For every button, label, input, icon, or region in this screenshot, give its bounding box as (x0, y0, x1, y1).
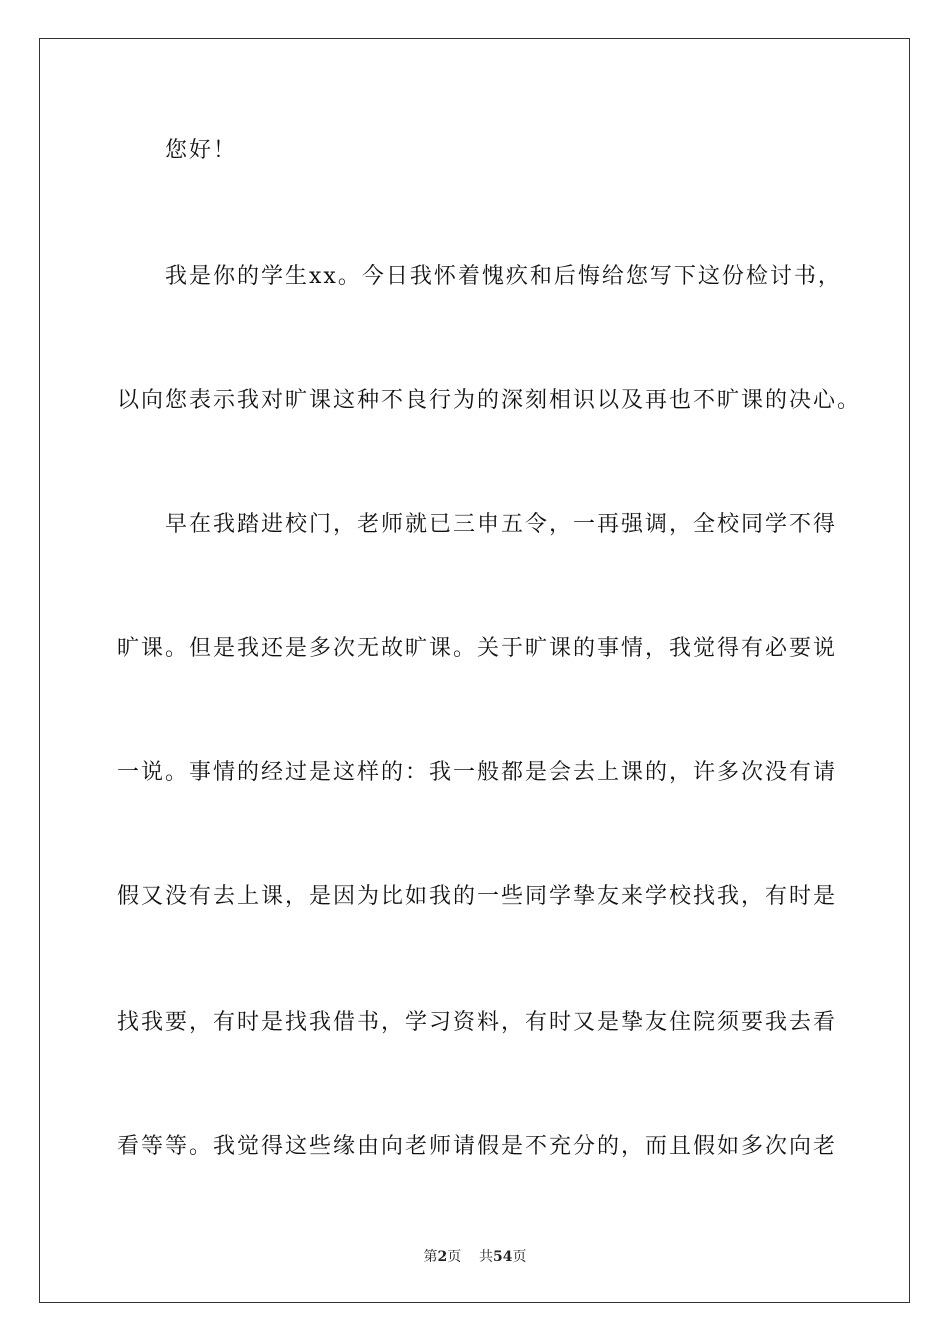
paragraph-line: 以向您表示我对旷课这种不良行为的深刻相识以及再也不旷课的决心。 (117, 388, 862, 413)
paragraph-line: 一说。事情的经过是这样的：我一般都是会去上课的，许多次没有请 (117, 760, 838, 785)
paragraph-line: 我是你的学生xx。今日我怀着愧疚和后悔给您写下这份检讨书， (165, 264, 842, 289)
page-frame (39, 38, 910, 1303)
paragraph-line: 假又没有去上课，是因为比如我的一些同学挚友来学校找我，有时是 (117, 884, 838, 909)
total-prefix: 共 (479, 1249, 494, 1265)
paragraph-line: 看等等。我觉得这些缘由向老师请假是不充分的，而且假如多次向老 (117, 1134, 838, 1159)
total-suffix: 页 (512, 1249, 527, 1265)
paragraph-line: 旷课。但是我还是多次无故旷课。关于旷课的事情，我觉得有必要说 (117, 636, 838, 661)
paragraph-line: 早在我踏进校门，老师就已三申五令，一再强调，全校同学不得 (165, 512, 838, 537)
page-number: 2 (437, 1249, 448, 1265)
greeting-line: 您好！ (165, 138, 238, 163)
page-total: 54 (493, 1249, 513, 1265)
page-prefix: 第 (423, 1249, 438, 1265)
paragraph-line: 找我要，有时是找我借书，学习资料，有时又是挚友住院须要我去看 (117, 1010, 838, 1035)
page-suffix: 页 (447, 1249, 462, 1265)
page-footer (0, 1248, 950, 1266)
